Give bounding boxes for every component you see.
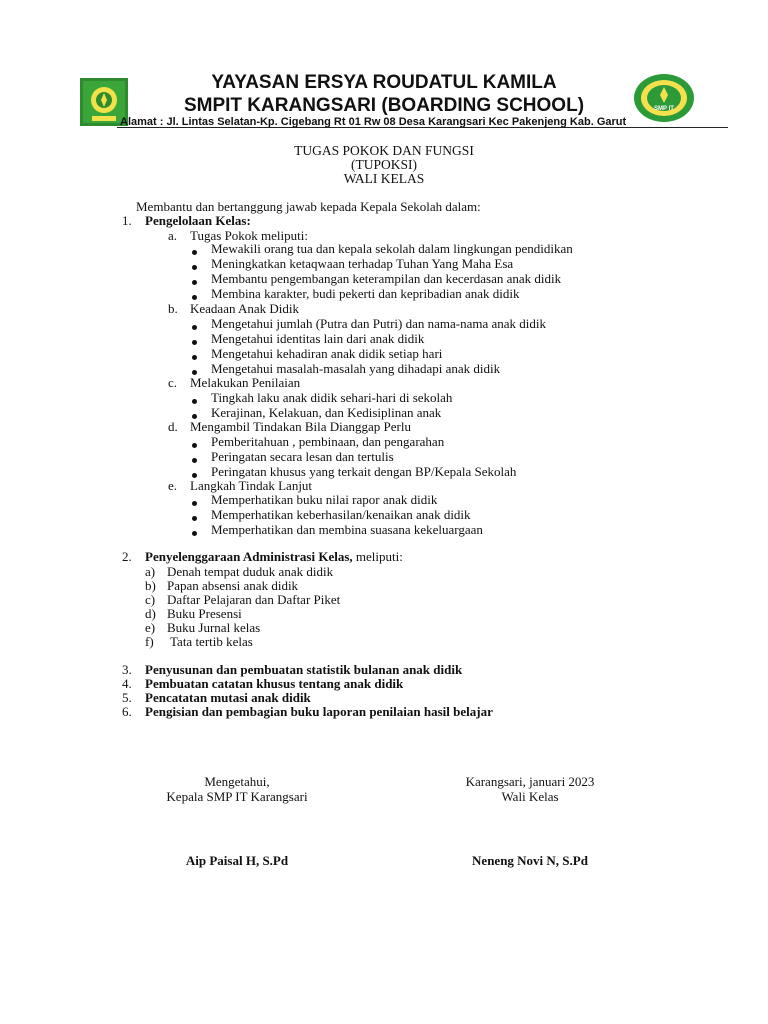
list-item: Memperhatikan dan membina suasana kekeluargaan: [211, 522, 483, 537]
section1-e-label: Langkah Tindak Lanjut: [190, 478, 313, 493]
bullet-icon: [192, 333, 197, 348]
list-item: Tingkah laku anak didik sehari-hari di sekolah: [211, 390, 453, 405]
list-item: Papan absensi anak didik: [167, 578, 299, 593]
bullet-icon: [192, 524, 197, 539]
list-item: Mengetahui identitas lain dari anak didik: [211, 331, 425, 346]
section1-d-mark: d.: [168, 419, 178, 434]
sign-left-name: Aip Paisal H, S.Pd: [185, 853, 289, 868]
intro-text: Membantu dan bertanggung jawab kepada Kepala Sekolah dalam:: [136, 199, 481, 214]
list-item: Mengetahui jumlah (Putra dan Putri) dan nama-nama anak didik: [211, 316, 547, 331]
section1-a-mark: a.: [168, 228, 178, 243]
list-item: Peringatan khusus yang terkait dengan BP/Kepala Sekolah: [211, 464, 517, 479]
section1-d-label: Mengambil Tindakan Bila Dianggap Perlu: [190, 419, 411, 434]
section2-mark: c): [145, 592, 156, 607]
doc-title-line1: TUGAS POKOK DAN FUNGSI: [294, 143, 474, 158]
section1-b-label: Keadaan Anak Didik: [190, 301, 300, 316]
list-item: Memperhatikan buku nilai rapor anak didik: [211, 492, 438, 507]
section1-a-label: Tugas Pokok meliputi:: [190, 228, 308, 243]
list-item: Membina karakter, budi pekerti dan kepribadian anak didik: [211, 286, 520, 301]
list-item: Denah tempat duduk anak didik: [167, 564, 334, 579]
section2-mark: b): [145, 578, 156, 593]
bullet-icon: [192, 318, 197, 333]
section2-mark: d): [145, 606, 156, 621]
list-item: Mewakili orang tua dan kepala sekolah dalam lingkungan pendidikan: [211, 241, 573, 256]
section2-number: 2.: [122, 549, 132, 564]
list-item: Buku Jurnal kelas: [167, 620, 261, 635]
section5-heading: Pencatatan mutasi anak didik: [145, 690, 311, 705]
sign-left-line2: Kepala SMP IT Karangsari: [166, 789, 308, 804]
list-item: Membantu pengembangan keterampilan dan kecerdasan anak didik: [211, 271, 562, 286]
list-item: Memperhatikan keberhasilan/kenaikan anak didik: [211, 507, 471, 522]
bullet-icon: [192, 451, 197, 466]
section3-heading: Penyusunan dan pembuatan statistik bulanan anak didik: [145, 662, 463, 677]
section1-c-mark: c.: [168, 375, 178, 390]
bullet-icon: [192, 243, 197, 258]
bullet-icon: [192, 392, 197, 407]
school-address: Alamat : Jl. Lintas Selatan-Kp. Cigebang Rt 01 Rw 08 Desa Karangsari Kec Pakenjeng Kab. Garut: [120, 116, 627, 128]
bullet-icon: [192, 258, 197, 273]
bullet-icon: [192, 509, 197, 524]
section2-heading: Penyelenggaraan Administrasi Kelas,: [145, 549, 353, 564]
sign-right-line1: Karangsari, januari 2023: [465, 774, 595, 789]
section6-heading: Pengisian dan pembagian buku laporan penilaian hasil belajar: [145, 704, 493, 719]
list-item: Kerajinan, Kelakuan, dan Kedisiplinan anak: [211, 405, 442, 420]
list-item: Mengetahui masalah-masalah yang dihadapi anak didik: [211, 361, 501, 376]
section6-number: 6.: [122, 704, 132, 719]
doc-title-line3: WALI KELAS: [343, 171, 425, 186]
section2-mark: e): [145, 620, 156, 635]
sign-left-line1: Mengetahui,: [204, 774, 270, 789]
section2-mark: a): [145, 564, 156, 579]
school-name: SMPIT KARANGSARI (BOARDING SCHOOL): [183, 95, 585, 116]
foundation-name: YAYASAN ERSYA ROUDATUL KAMILA: [211, 72, 557, 93]
list-item: Buku Presensi: [167, 606, 242, 621]
section1-e-mark: e.: [168, 478, 178, 493]
section2-mark: f): [145, 634, 154, 649]
section2-heading-line: [145, 549, 403, 564]
section4-heading: Pembuatan catatan khusus tentang anak didik: [145, 676, 404, 691]
bullet-icon: [192, 348, 197, 363]
section1-c-label: Melakukan Penilaian: [190, 375, 301, 390]
list-item: Daftar Pelajaran dan Daftar Piket: [167, 592, 341, 607]
list-item: Mengetahui kehadiran anak didik setiap hari: [211, 346, 443, 361]
section3-number: 3.: [122, 662, 132, 677]
section1-heading: Pengelolaan Kelas:: [145, 213, 251, 228]
list-item: Meningkatkan ketaqwaan terhadap Tuhan Yang Maha Esa: [211, 256, 514, 271]
section1-b-mark: b.: [168, 301, 178, 316]
section1-number: 1.: [122, 213, 132, 228]
section2-heading-suffix: meliputi:: [352, 549, 403, 564]
section4-number: 4.: [122, 676, 132, 691]
sign-right-line2: Wali Kelas: [501, 789, 559, 804]
section5-number: 5.: [122, 690, 132, 705]
list-item: Tata tertib kelas: [167, 634, 253, 649]
list-item: Pemberitahuan , pembinaan, dan pengarahan: [211, 434, 445, 449]
bullet-icon: [192, 436, 197, 451]
bullet-icon: [192, 273, 197, 288]
doc-title-line2: (TUPOKSI): [351, 157, 417, 172]
bullet-icon: [192, 494, 197, 509]
school-emblem-text: SMP IT: [654, 106, 674, 112]
header-divider: [117, 127, 728, 128]
list-item: Peringatan secara lesan dan tertulis: [211, 449, 394, 464]
sign-right-name: Neneng Novi N, S.Pd: [472, 853, 588, 868]
